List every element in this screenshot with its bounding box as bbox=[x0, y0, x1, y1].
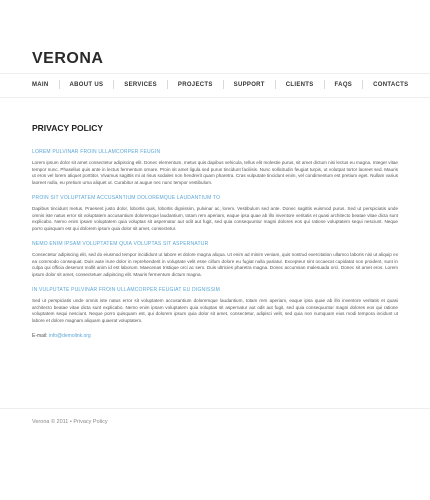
nav-item-faqs[interactable]: FAQS bbox=[334, 81, 353, 88]
footer-copyright: Verona © 2011 • bbox=[32, 419, 72, 425]
section-heading[interactable]: LOREM PULVINAR FROIN ULLAMCORPER FEUGIN bbox=[32, 149, 161, 155]
main-nav bbox=[32, 80, 408, 89]
nav-separator bbox=[167, 80, 168, 89]
nav-item-contacts[interactable]: CONTACTS bbox=[373, 81, 409, 88]
email-link[interactable]: info@demolink.org bbox=[48, 333, 91, 339]
footer-divider bbox=[0, 408, 430, 409]
section-paragraph: Dapibus tincidunt metus. Praesent justo dolor, lobortis quis, lobortis dignissim, pulvinar ac, lorem. Vestibulum sed ante. Donec sagittis euismod purus. Sed ut perspiciatis unde omnis iste natus error sit voluptatem accusantium doloremque laudantium, totam rem aperiam, eaque ipsa quae ab illo inventore veritatis et quasi architecto beatae vitae dicta sunt explicabo. Nemo enim ipsam voluptatem quia voluptas sit aspernatur aut odit aut fugit, sed quia consequuntur magni dolores eos qui ratione voluptatem sequi nesciunt. Neque porro quisquam est qui dolorem ipsum quia dolor sit amet, consectetur. bbox=[32, 206, 398, 231]
section-paragraph: Sed ut perspiciatis unde omnis iste natus error sit voluptatem accusantium doloremque laudantium, totam rem aperiam, eaque ipsa quae ab illo inventore veritatis et quasi architecto beatae vitae dicta sunt explicabo. Nemo enim ipsam voluptatem quia voluptas sit aspernatur aut odit aut fugit, sed quia consequuntur magni dolores eos qui ratione voluptatem sequi nesciunt. Neque porro quisquam est, qui dolorem ipsum quia dolor sit amet, consectetur, adipisci velit, sed quia non numquam eius modi tempora incidunt ut labore et dolore magnam aliquam quaerat voluptatem. bbox=[32, 298, 398, 323]
nav-divider-bottom bbox=[0, 97, 430, 98]
nav-item-services[interactable]: SERVICES bbox=[124, 81, 157, 88]
nav-divider-top bbox=[0, 73, 430, 74]
section-paragraph: Consectetur adipiscing elit, sed do eiusmod tempor incididunt ut labore et dolore magna aliqua. Ut enim ad minim veniam, quis nostrud exercitation ullamco laboris nisi ut aliquip ex ea commodo consequat. Duis aute irure dolor in reprehenderit in voluptate velit esse cillum dolore eu fugiat nulla pariatur. Excepteur sint occaecat cupidatat non proident, sunt in culpa qui officia deserunt mollit anim id est laborum. Maecenas tristique orci ac sem. Duis ultricies pharetra magna. Donec accumsan malesuada orci. Donec sit amet eros. Lorem ipsum dolor sit amet, consectetuer adipiscing elit. Mauris fermentum dictum magna. bbox=[32, 252, 398, 277]
nav-item-clients[interactable]: CLIENTS bbox=[285, 81, 314, 88]
page-title: PRIVACY POLICY bbox=[32, 123, 104, 133]
nav-item-about-us[interactable]: ABOUT US bbox=[69, 81, 104, 88]
footer-privacy-link[interactable]: Privacy Policy bbox=[73, 419, 108, 425]
nav-item-projects[interactable]: PROJECTS bbox=[177, 81, 213, 88]
section-heading[interactable]: PROIN SIT VOLUPTATEM ACCUSANTIUM DOLOREMQUE LAUDANTIUM TO bbox=[32, 195, 221, 201]
section-paragraph: Lorem ipsum dolor sit amet consectetur adipiscing elit. Donec elementum, metus quis dapibus vehicula, tellus elit molestie purus, sit amet dictum nisi lectus eu magna. Integer vitae tempor nunc. Phasellus quis ante in lectus fermentum ornare. Proin sit amet ligula sed purus tincidunt facilisis. Nunc sollicitudin feugiat turpis, ut volutpat tortor laoreet sed. Mauris ut eros vel lorem aliquet porttitor. Vivamus sagittis mi at risus sodales non hendrerit quam pharetra. Cras vulputate tincidunt enim, vel condimentum est pretium eget. Nullam varius laoreet nulla, eu pretium urna aliquet ut. Curabitur at augue nec nunc tempor vestibulum. bbox=[32, 160, 398, 185]
email-label: E-mail: bbox=[32, 333, 48, 339]
nav-separator bbox=[223, 80, 224, 89]
nav-separator bbox=[59, 80, 60, 89]
nav-separator bbox=[113, 80, 114, 89]
footer bbox=[32, 419, 108, 425]
nav-separator bbox=[324, 80, 325, 89]
section-heading[interactable]: NEMO ENIM IPSAM VOLUPTATEM QUIA VOLUPTAS SIT ASPERNATUR bbox=[32, 241, 209, 247]
nav-separator bbox=[275, 80, 276, 89]
contact-email-line bbox=[32, 332, 398, 340]
nav-separator bbox=[362, 80, 363, 89]
section-heading[interactable]: IN VULPUTATE PULVINAR FROIN ULLAMCORPER FEUGIAT EU DIGNISSIM bbox=[32, 287, 220, 293]
nav-item-support[interactable]: SUPPORT bbox=[233, 81, 265, 88]
nav-item-main[interactable]: MAIN bbox=[32, 81, 49, 88]
site-logo[interactable]: VERONA bbox=[32, 50, 104, 67]
policy-content bbox=[32, 148, 398, 340]
